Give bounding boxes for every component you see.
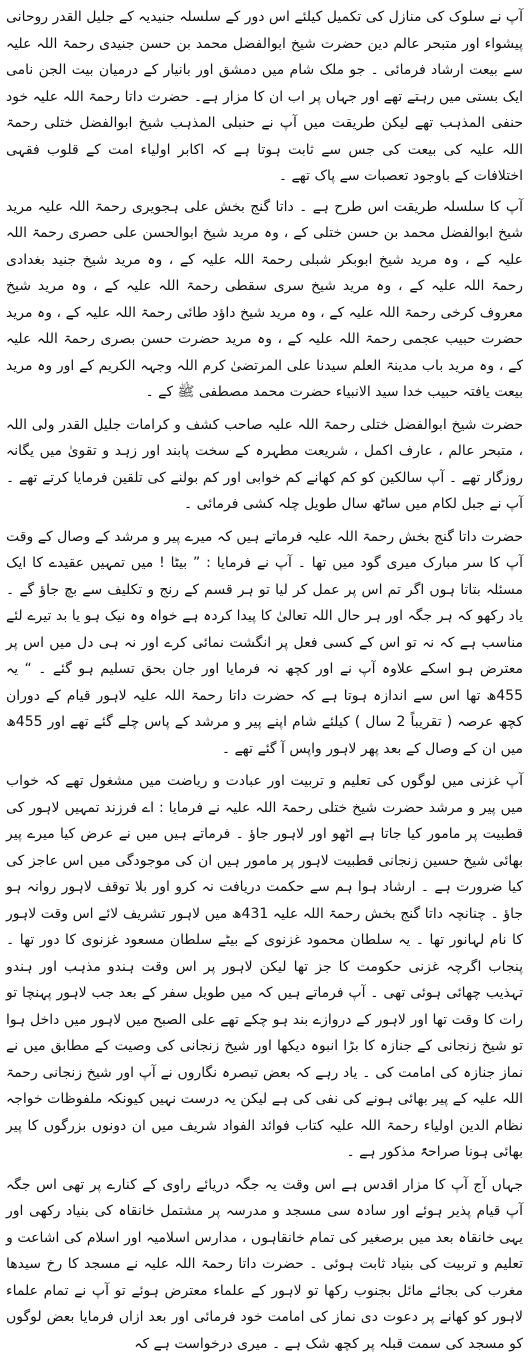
paragraph-khanqah: جہاں آج آپ کا مزار اقدس ہے اس وقت یہ جگہ دریائے راوی کے کنارے پر تھی اس جگہ آپ قیام پذیر ہوئے اور سادہ سی مسجد و مدرسہ پر مشتمل خانقاہ کی بنیاد رکھی اور یہی خانقاہ بعد میں برصغیر کی تمام خانقاہوں ، مدارس اسلامیہ اور اسلام کی اشاعت و تعلیم و تربیت کی بنیاد ثابت ہوئی ۔ حضرت داتا رحمۃ اللہ علیہ نے مسجد کا رخ سیدھا مغرب کی بجائے مائل بجنوب رکھا تو لاہور کے علماء معترض ہوئے تو آپ نے تمام علماء لاہور کو کھانے پر دعوت دی نماز کی امامت خود فرمائی اور بعد ازاں فرمایا بعض لوگوں کو مسجد کی سمت قبلہ پر کچھ شک ہے ۔ میری درخواست ہے کہ	[6, 1172, 523, 1357]
paragraph-silsila: آپ کا سلسلہ طریقت اس طرح ہے ۔ داتا گنج بخش علی ہجویری رحمۃ اللہ علیہ مرید شیخ ابوالفضل محمد بن حسن ختلی کے ، وہ مرید شیخ ابوالحسن علی حصری رحمۃ اللہ علیہ کے ، وہ مرید شیخ ابوبکر شبلی رحمۃ اللہ علیہ کے ، وہ مرید شیخ جنید بغدادی رحمۃ اللہ علیہ کے ، وہ مرید شیخ سری سقطی رحمۃ اللہ علیہ کے ، وہ مرید شیخ معروف کرخی رحمۃ اللہ علیہ کے ، وہ مرید شیخ داؤد طائی رحمۃ اللہ علیہ کے ، وہ مرید حضرت حبیب عجمی رحمۃ اللہ علیہ کے ، وہ مرید حضرت حسن بصری رحمۃ اللہ علیہ کے ، وہ مرید باب مدینۃ العلم سیدنا علی المرتضیٰ کرم اللہ وجہہ الکریم کے اور وہ مرید بیعت یافتہ حبیب خدا سید الانبیاء حضرت محمد مصطفی ﷺ کے ۔	[6, 194, 523, 406]
paragraph-wisal: حضرت داتا گنج بخش رحمۃ اللہ علیہ فرماتے ہیں کہ میرے پیر و مرشد کے وصال کے وقت آپ کا سر مبارک میری گود میں تھا ۔ آپ نے فرمایا : ” بیٹا ! میں تمہیں عقیدے کا ایک مسئلہ بتاتا ہوں اگر تم اس پر عمل کر لیا تو ہر قسم کے رنج و تکلیف سے بچ جاؤ گے ۔ یاد رکھو کہ ہر جگہ اور ہر حال اللہ تعالیٰ کا پیدا کردہ ہے خواہ وہ نیک ہو یا بد تیرے لئے مناسب ہے کہ نہ تو اس کے کسی فعل پر انگشت نمائی کرے اور نہ ہی دل میں اس پر معترض ہو اسکے علاوہ آپ نے اور کچھ نہ فرمایا اور جان بحق تسلیم ہو گئے ۔ “ یہ 455ھ تھا اس سے اندازہ ہوتا ہے کہ حضرت داتا رحمۃ اللہ علیہ لاہور قیام کے دوران کچھ عرصہ ( تقریباً 2 سال ) کیلئے شام اپنے پیر و مرشد کے پاس چلے گئے تھے اور 455ھ میں ان کے وصال کے بعد پھر لاہور واپس آ گئے تھے ۔	[6, 524, 523, 763]
paragraph-lahore-arrival: آپ غزنی میں لوگوں کی تعلیم و تربیت اور عبادت و ریاضت میں مشغول تھے کہ خواب میں پیر و مرشد حضرت شیخ ختلی رحمۃ اللہ علیہ نے فرمایا : اے فرزند تمہیں لاہور کی قطبیت پر مامور کیا جاتا ہے اٹھو اور لاہور جاؤ ۔ فرماتے ہیں میں نے عرض کیا میرے پیر بھائی شیخ حسین زنجانی قطبیت لاہور پر مامور ہیں ان کی موجودگی میں اس عاجز کی کیا ضرورت ہے ۔ ارشاد ہوا ہم سے حکمت دریافت نہ کرو اور بلا توقف لاہور روانہ ہو جاؤ ۔ چنانچہ داتا گنج بخش رحمۃ اللہ علیہ 431ھ میں لاہور تشریف لائے اس وقت لاہور کا نام لہانور تھا ۔ یہ سلطان محمود غزنوی کے بیٹے سلطان مسعود غزنوی کا دور تھا ۔ پنجاب اگرچہ غزنی حکومت کا جز تھا لیکن لاہور پر اس وقت ہندو مذہب اور ہندو تہذیب چھائی ہوئی تھی ۔ آپ فرماتے ہیں کہ میں طویل سفر کے بعد جب لاہور پہنچا تو رات کا وقت تھا اور لاہور کے دروازے بند ہو چکے تھے علی الصبح میں لاہور میں داخل ہوا تو شیخ زنجانی کے جنازہ کا بڑا انبوہ دیکھا اور شیخ زنجانی کی وصیت کے مطابق میں نے نماز جنازہ کی امامت کی ۔ یاد رہے کہ بعض تبصرہ نگاروں نے آپ اور شیخ زنجانی رحمۃ اللہ علیہ کے پیر بھائی ہونے کی نفی کی ہے لیکن یہ درست نہیں کیونکہ ملفوظات خواجہ نظام الدین اولیاء رحمۃ اللہ علیہ کتاب فوائد الفواد شریف میں ان دونوں بزرگوں کا پیر بھائی ہونا صراحۃً مذکور ہے ۔	[6, 768, 523, 1166]
paragraph-sheikh-khutli: حضرت شیخ ابوالفضل ختلی رحمۃ اللہ علیہ صاحب کشف و کرامات جلیل القدر ولی اللہ ، متبحر عالم ، عارف اکمل ، شریعت مطہرہ کے سخت پابند اور زہد و تقویٰ میں یگانہ روزگار تھے ۔ آپ سالکین کو کم کھانے کم خوابی اور کم بولنے کی تلقین فرمایا کرتے تھے ۔ آپ نے جبل لکام میں ساٹھ سال طویل چلہ کشی فرمائی ۔	[6, 412, 523, 518]
paragraph-bayat: آپ نے سلوک کی منازل کی تکمیل کیلئے اس دور کے سلسلہ جنیدیہ کے جلیل القدر روحانی پیشواء اور متبحر عالم دین حضرت شیخ ابوالفضل محمد بن حسن جنیدی رحمۃ اللہ علیہ سے بیعت ارشاد فرمائی ۔ جو ملک شام میں دمشق اور بانیار کے درمیان بیت الجن نامی ایک بستی میں رہتے تھے اور جہاں پر اب ان کا مزار ہے۔ حضرت داتا رحمۃ اللہ علیہ خود حنفی المذہب تھے لیکن طریقت میں آپ نے حنبلی المذہب شیخ ابوالفضل ختلی رحمۃ اللہ علیہ کی بیعت کی جس سے ثابت ہوتا ہے کہ اکابر اولیاء امت کے قلوب فقہی اختلافات کے باوجود تعصبات سے پاک تھے ۔	[6, 4, 523, 190]
